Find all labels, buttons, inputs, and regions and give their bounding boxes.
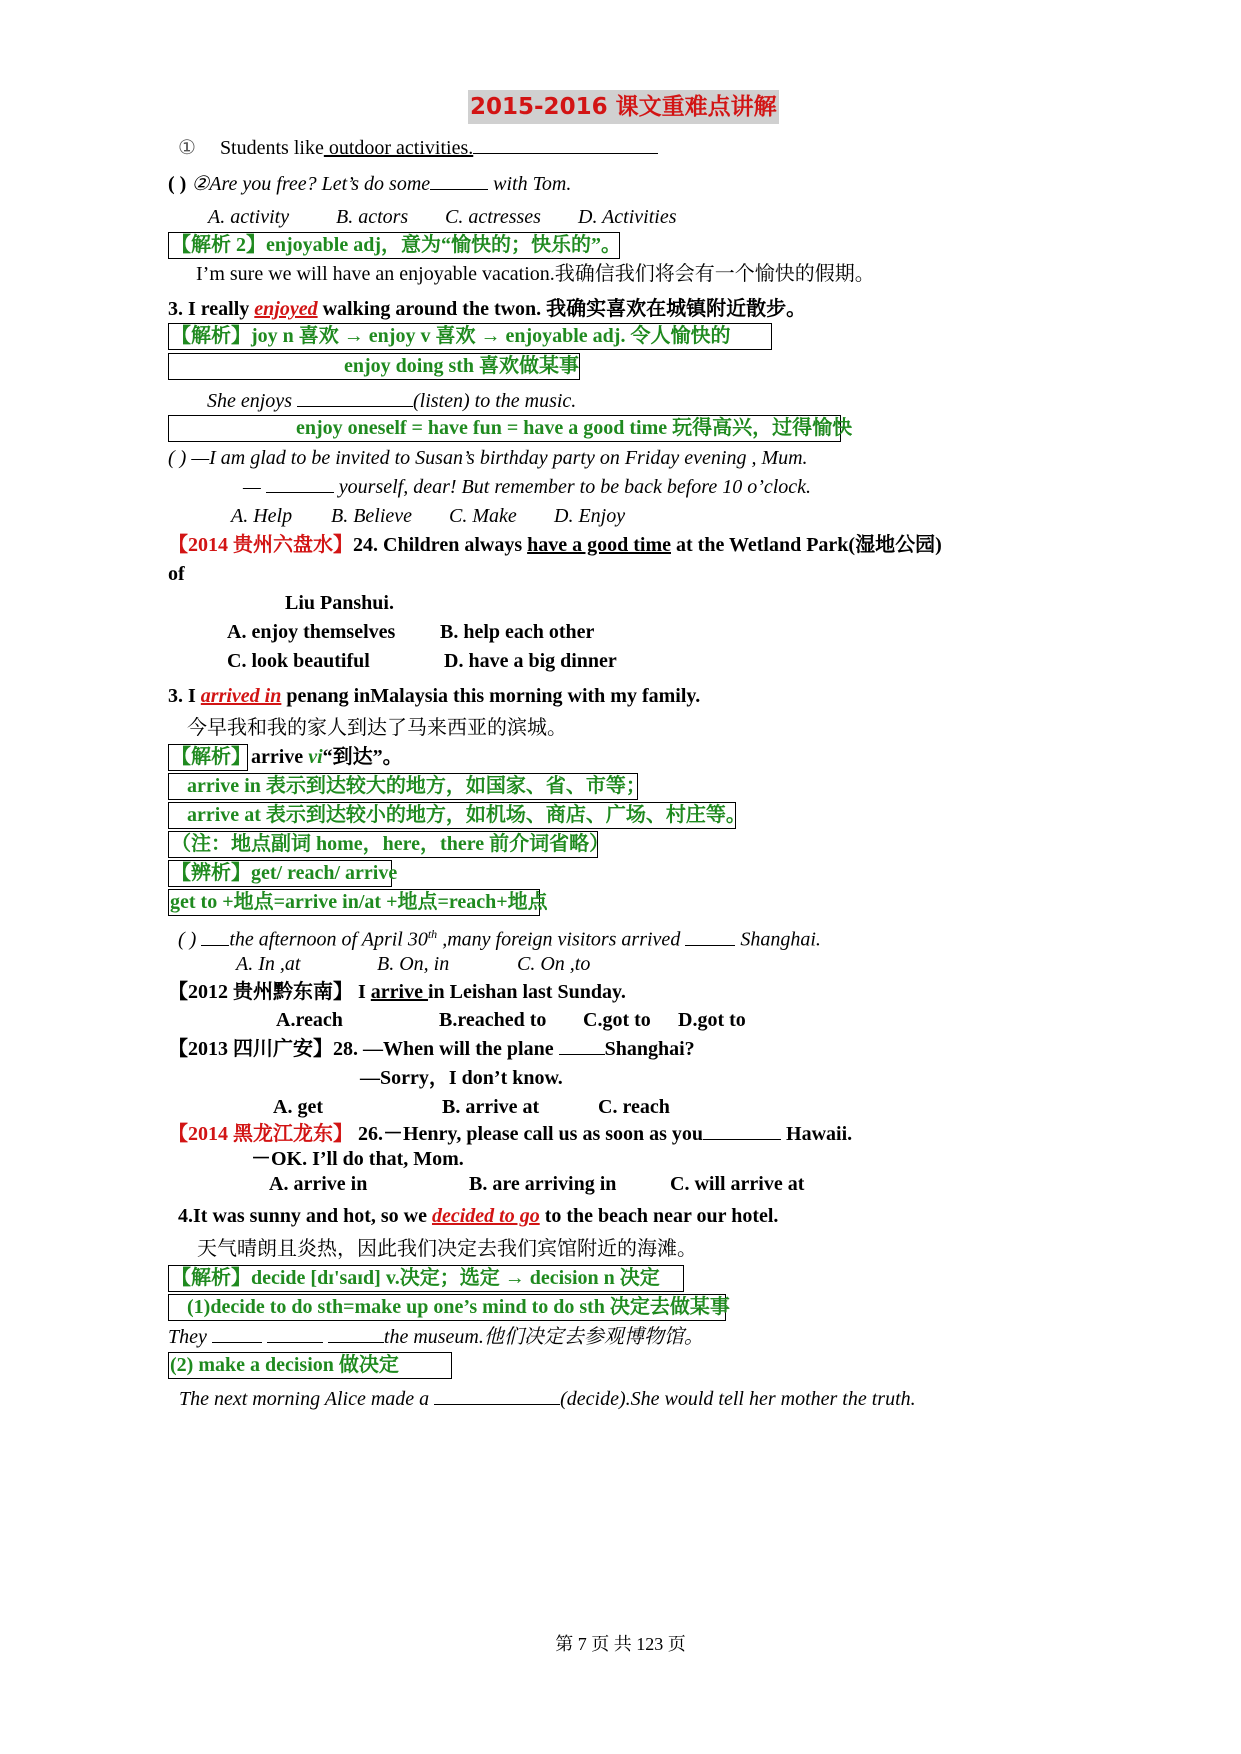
sentence-continuation: of [168,563,185,585]
key-phrase: arrived in [200,685,282,707]
option: C. actresses [445,206,541,228]
exam-source-tag: 【2014 贵州六盘水】 [168,534,353,556]
option: A. get [273,1096,323,1118]
exam-question [168,531,942,559]
answer-blank [328,1324,384,1343]
sentence-text: Shanghai. [735,928,821,951]
answer-blank [201,927,229,946]
sentence-text: 28. —When will the plane [333,1038,559,1060]
circled-number: ① [178,137,196,159]
answer-bracket: ( ) [168,173,187,195]
question-text-end: with Tom. [488,173,572,195]
sentence-text: 24. Children always [353,534,528,556]
option: B. arrive at [442,1096,540,1118]
dialogue-answer [243,473,811,501]
dialogue-dash: — [243,476,266,498]
key-sentence-4 [178,1202,778,1230]
page-title: 2015-2016 课文重难点讲解 [468,90,779,124]
sentence-continuation: Liu Panshui. [285,592,394,614]
dialogue-answer: －OK. I’ll do that, Mom. [251,1148,464,1170]
sentence-text: yourself, dear! But remember to be back before 10 o’clock. [333,476,812,498]
exam-question [168,978,626,1006]
answer-blank [212,1324,262,1343]
sentence-text: walking around the twon. 我确实喜欢在城镇附近散步。 [317,298,807,320]
page-footer: 第 7 页 共 123 页 [555,1634,686,1654]
sentence-text: Shanghai? [604,1038,695,1060]
option: D. have a big dinner [444,650,617,672]
dialogue-answer: —Sorry，I don’t know. [360,1067,563,1089]
question-2 [168,170,571,198]
translation: 今早我和我的家人到达了马来西亚的滨城。 [187,717,567,739]
analysis-text: get to +地点=arrive in/at +地点=reach+地点 [170,891,548,913]
answer-blank [685,927,735,946]
underlined-phrase: have a good time [527,534,671,556]
option: A. enjoy themselves [227,621,396,643]
sentence-text: (listen) to the music. [412,390,577,412]
option: A. activity [208,206,290,228]
answer-blank [430,171,488,190]
option: C.got to [583,1009,651,1031]
exam-source-tag: 【2013 四川广安】 [168,1038,333,1060]
sentence-text: ,many foreign visitors arrived [437,928,686,951]
analysis-text: （注：地点副词 home，here，there 前介词省略） [171,833,610,855]
option: B. Believe [331,505,413,527]
sentence-text: She enjoys [207,390,297,412]
sentence-text: (decide).She would tell her mother the truth. [560,1388,916,1410]
sentence-text: the afternoon of April 30 [229,928,428,951]
sentence-text: 3. I [168,685,201,707]
option: A. In ,at [236,953,301,975]
option: D.got to [678,1009,746,1031]
analysis-text: (1)decide to do sth=make up one’s mind to do sth 决定去做某事 [187,1296,730,1318]
exercise-question [178,920,821,954]
option: D. Activities [578,206,677,228]
answer-bracket: ( ) [178,928,202,951]
sentence-text: 3. I really [168,298,255,320]
sentence-text: They [168,1326,212,1348]
sentence-text: at the Wetland Park(湿地公园) [671,534,942,556]
underlined-phrase: outdoor activities. [323,137,474,159]
analysis-meaning: “到达”。 [322,746,403,768]
sentence-text: Students like [219,137,324,159]
option: C. reach [598,1096,670,1118]
option: B. On, in [377,953,450,975]
sentence-text: The next morning Alice made a [179,1388,435,1410]
exam-question [168,1035,695,1063]
translation: 天气晴朗且炎热，因此我们决定去我们宾馆附近的海滩。 [197,1238,697,1260]
option: A.reach [276,1009,343,1031]
dialogue-question: ( ) —I am glad to be invited to Susan’s birthday party on Friday evening , Mum. [168,447,808,469]
part-of-speech: vi [308,746,323,768]
option: B.reached to [439,1009,547,1031]
exercise-sentence [179,1385,916,1413]
sentence-text: 26.－Henry, please call us as soon as you [353,1123,704,1145]
option: B. are arriving in [469,1173,617,1195]
answer-blank [267,1324,323,1343]
key-sentence-arrive [168,682,700,710]
exam-source-tag: 【2014 黑龙江龙东】 [168,1123,353,1145]
option: A. Help [231,505,293,527]
underlined-word: arrive [370,981,428,1003]
analysis-text: 【解析 2】enjoyable adj，意为“愉快的；快乐的”。 [171,234,621,256]
analysis-text: (2) make a decision 做决定 [170,1354,399,1376]
sentence-text: Hawaii. [781,1123,853,1145]
analysis-word: arrive [251,746,309,768]
exam-question [168,1120,852,1148]
option: C. On ,to [517,953,591,975]
key-phrase: enjoyed [254,298,318,320]
option: C. Make [449,505,517,527]
answer-blank [297,388,413,407]
exercise-sentence [168,1323,704,1351]
analysis-text: enjoy doing sth 喜欢做某事 [344,355,580,377]
exercise-sentence [207,387,576,415]
exam-source-tag: 【2012 贵州黔东南】 [168,981,353,1003]
answer-blank [473,135,658,154]
analysis-label: 【解析】 [171,746,251,768]
option: C. will arrive at [670,1173,805,1195]
option: D. Enjoy [554,505,626,527]
analysis-text: 【解析】joy n 喜欢 → enjoy v 喜欢 → enjoyable adj. 令人愉快的 [171,325,731,347]
option: B. actors [336,206,409,228]
key-sentence-3 [168,295,806,323]
sentence-text: penang inMalaysia this morning with my family. [281,685,701,707]
key-phrase: decided to go [431,1205,540,1227]
answer-blank [266,474,334,493]
option: A. arrive in [269,1173,368,1195]
sentence-1 [178,134,658,162]
answer-blank [703,1121,781,1140]
analysis-text: arrive at 表示到达较小的地方，如机场、商店、广场、村庄等。 [187,804,746,826]
example-sentence: I’m sure we will have an enjoyable vacation.我确信我们将会有一个愉快的假期。 [196,263,875,285]
sentence-text: I [353,981,371,1003]
analysis-text: 【辨析】get/ reach/ arrive [171,862,398,884]
analysis-text: enjoy oneself = have fun = have a good time 玩得高兴，过得愉快 [296,417,853,439]
answer-blank [559,1036,605,1055]
analysis-text: 【解析】decide [dɪ'saɪd] v.决定；选定 → decision n 决定 [171,1267,660,1289]
answer-blank [434,1386,560,1405]
sentence-text: to the beach near our hotel. [539,1205,779,1227]
option: C. look beautiful [227,650,370,672]
option: B. help each other [440,621,595,643]
sentence-text: the museum.他们决定去参观博物馆。 [383,1326,704,1348]
analysis-text [171,743,403,771]
superscript: th [427,927,438,941]
question-text: ②Are you free? Let’s do some [186,173,431,195]
sentence-text: 4.It was sunny and hot, so we [178,1205,432,1227]
sentence-text: in Leishan last Sunday. [427,981,626,1003]
analysis-text: arrive in 表示到达较大的地方，如国家、省、市等； [187,775,646,797]
